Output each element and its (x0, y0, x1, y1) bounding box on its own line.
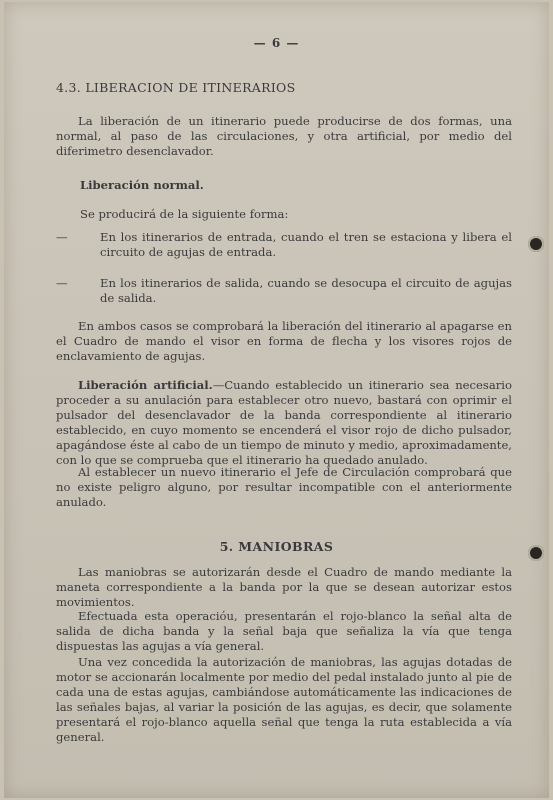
section-heading-4-3: 4.3. LIBERACION DE ITINERARIOS (56, 80, 296, 95)
maniobras-paragraph-3: Una vez concedida la autorización de maniobras, las agujas dotadas de motor se accionarán localmente por medio del pedal instalado junto al pie de cada una de estas agujas, cambiándose automáticamente las indicaciones de las señales bajas, al variar la posición de las agujas, es decir, que solamente presentará el rojo-blanco aquella señal que tenga la ruta establecida a vía general. (56, 655, 512, 744)
dash-marker: — (56, 276, 68, 290)
artificial-text: —Cuando establecido un itinerario sea necesario proceder a su anulación para establecer otro nuevo, bastará con oprimir el pulsador del desenclavador de la banda correspondiente al itinerario establecido, en cuyo momento se encenderá el visor rojo de dicho pulsador, apagándose éste al cabo de un tiempo de minuto y medio, aproximadamente, con lo que se comprueba que el itinerario ha quedado anulado. (56, 378, 512, 467)
maniobras-paragraph-1: Las maniobras se autorizarán desde el Cuadro de mando mediante la maneta correspondiente a la banda por la que se desean autorizar estos movimientos. (56, 565, 512, 609)
artificial-paragraph (56, 378, 512, 468)
section-heading-5: 5. MANIOBRAS (219, 539, 334, 554)
both-cases-paragraph: En ambos casos se comprobará la liberación del itinerario al apagarse en el Cuadro de mando el visor en forma de flecha y los visores rojos de enclavamiento de agujas. (56, 319, 512, 363)
page-number: — 6 — (253, 36, 300, 50)
punch-hole-top (528, 236, 544, 252)
new-itinerary-paragraph: Al establecer un nuevo itinerario el Jefe de Circulación comprobará que no existe peligro alguno, por resultar incompatible con el anteriormente anulado. (56, 465, 512, 509)
list-item-text: En los itinerarios de entrada, cuando el tren se estaciona y libera el circuito de agujas de entrada. (100, 230, 512, 259)
list-item (56, 276, 512, 306)
list-item (56, 230, 512, 260)
subheading-normal: Liberación normal. (80, 178, 204, 192)
subheading-artificial: Liberación artificial. (78, 378, 213, 392)
intro-paragraph: La liberación de un itinerario puede producirse de dos formas, una normal, al paso de las circulaciones, y otra artificial, por medio del diferimetro desenclavador. (56, 114, 512, 158)
list-item-text: En los itinerarios de salida, cuando se desocupa el circuito de agujas de salida. (100, 276, 512, 305)
dash-marker: — (56, 230, 68, 244)
normal-lead-text: Se producirá de la siguiente forma: (80, 207, 289, 221)
document-page (4, 2, 549, 798)
maniobras-paragraph-2: Efectuada esta operacióu, presentarán el rojo-blanco la señal alta de salida de dicha banda y la señal baja que señaliza la vía que tenga dispuestas las agujas a vía general. (56, 609, 512, 653)
